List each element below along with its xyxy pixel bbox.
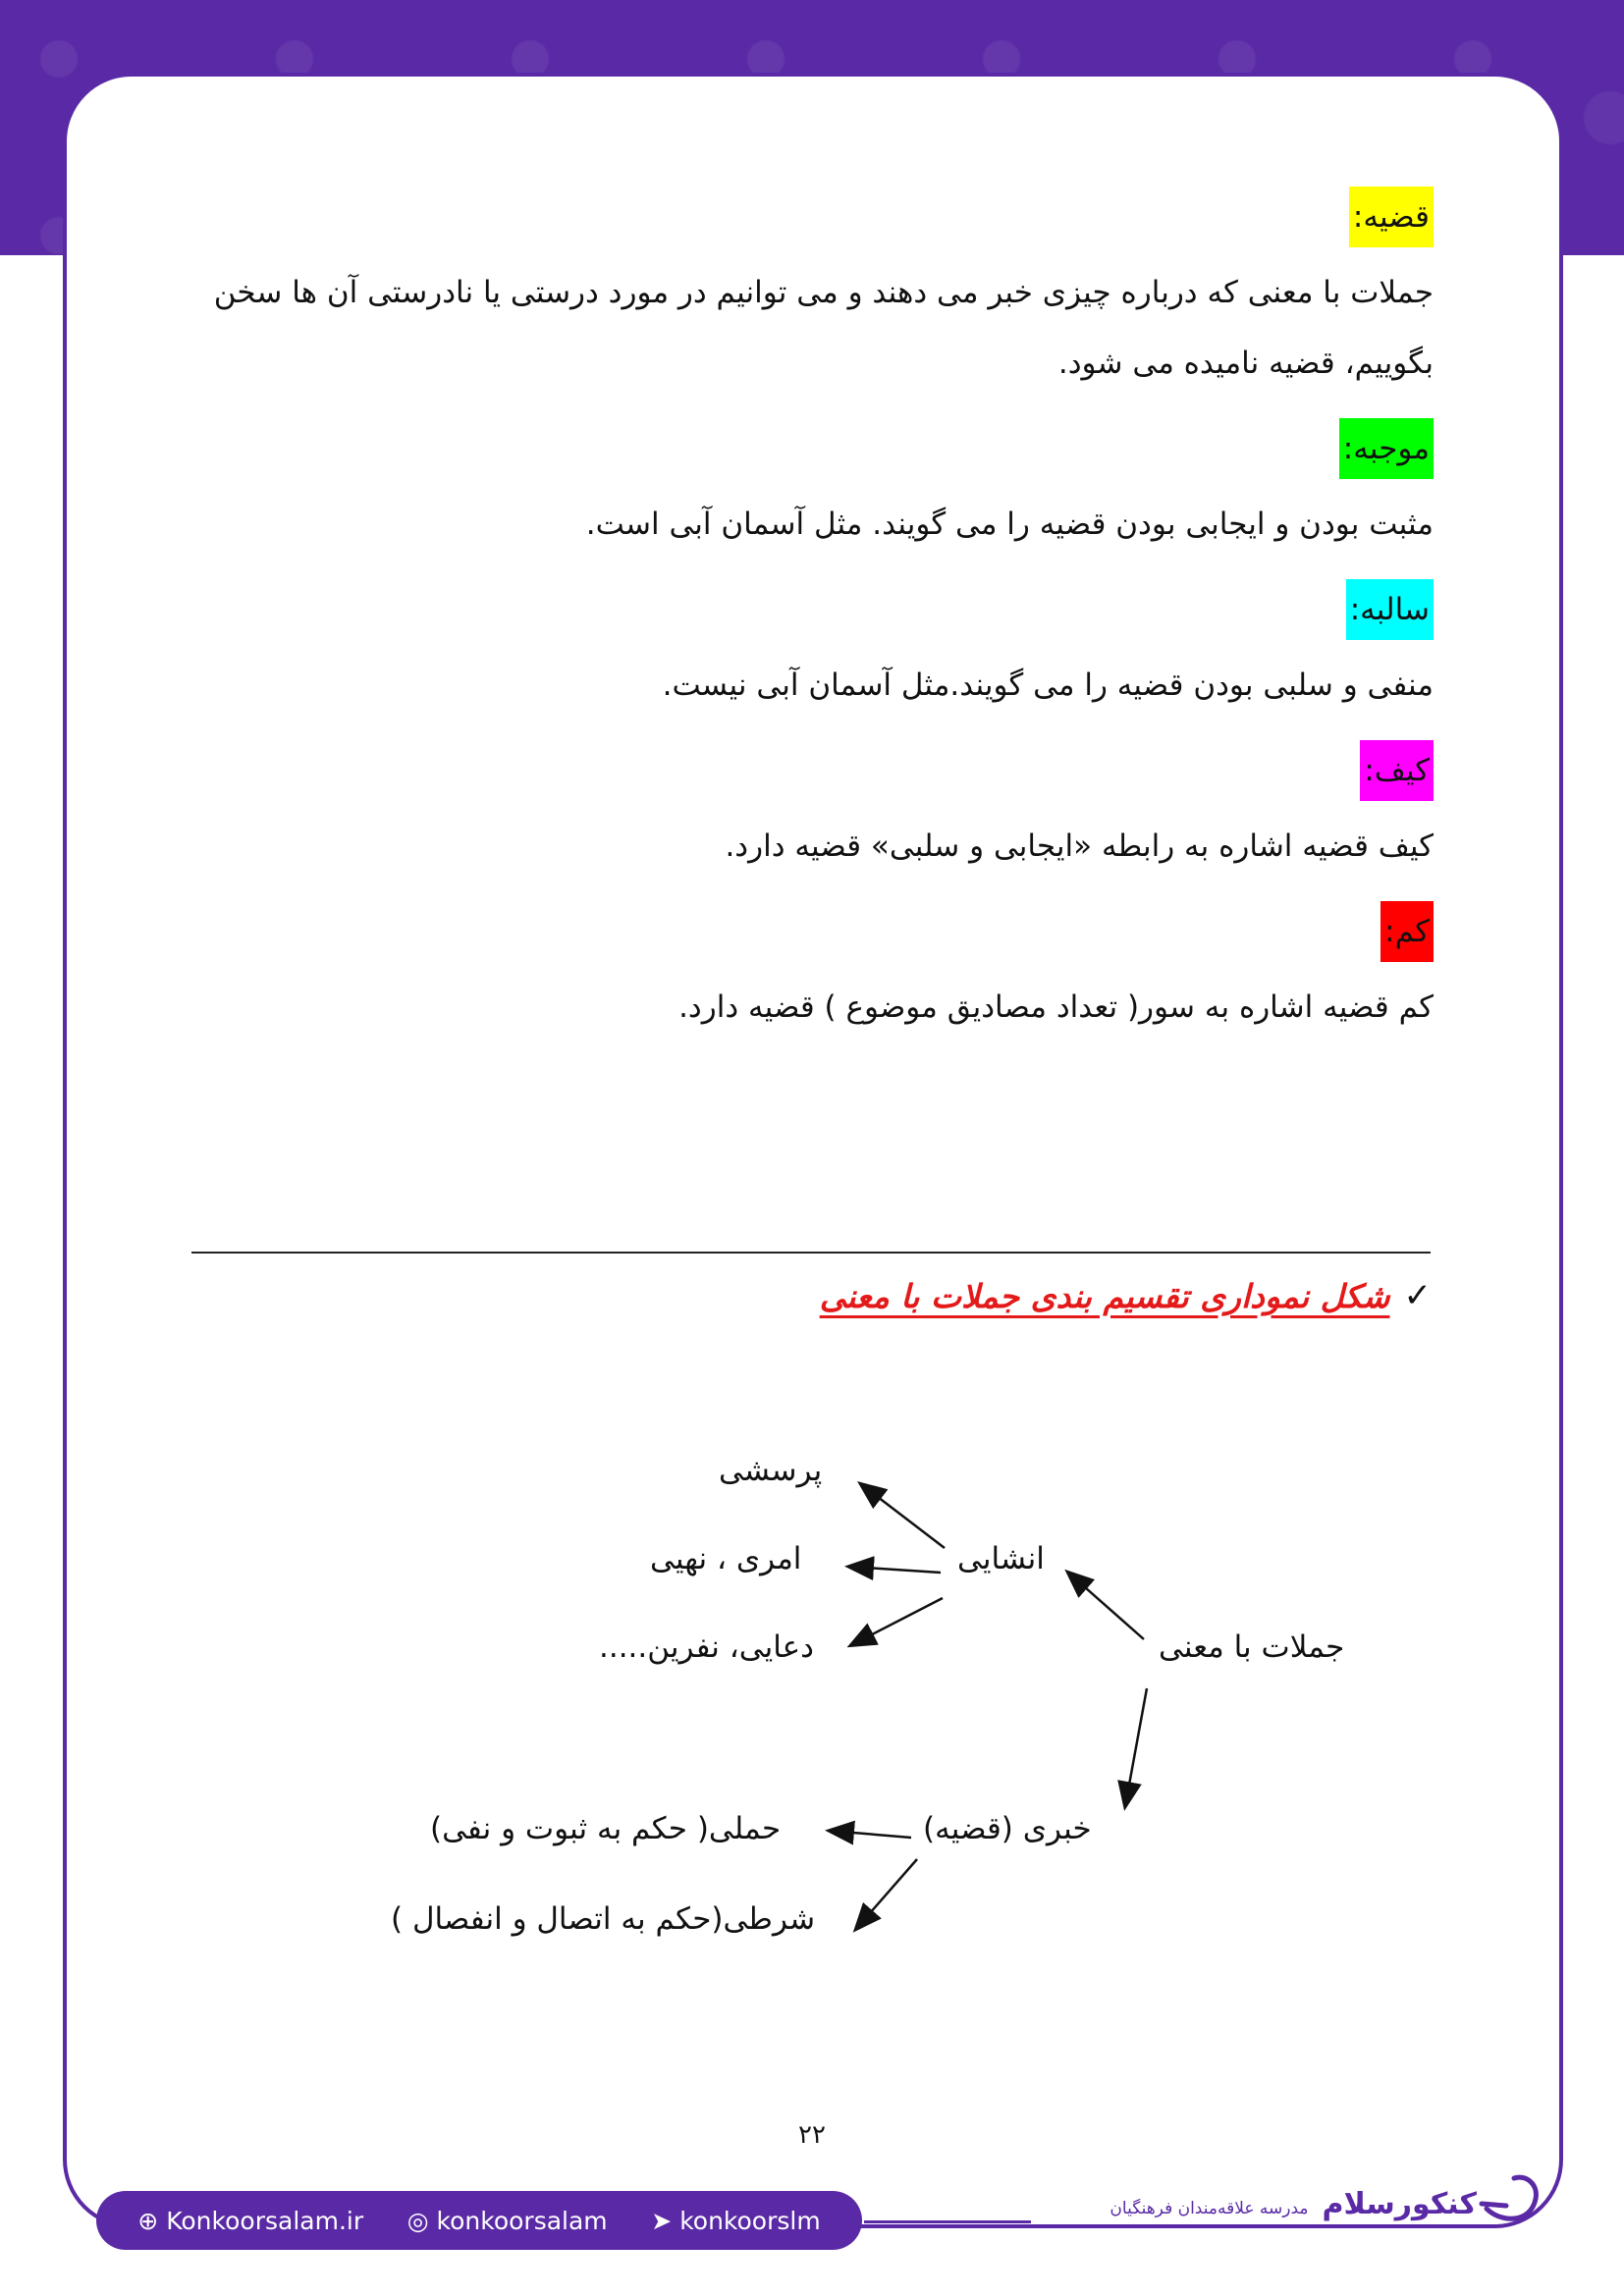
footer-website[interactable]: ⊕ Konkoorsalam.ir: [137, 2206, 364, 2235]
brand-logo-icon: [1477, 2164, 1545, 2233]
arrow-insha-to-porseshi: [861, 1484, 945, 1548]
heading-keyf: کیف:: [1360, 740, 1434, 801]
brand-name: کنکورسلام: [1322, 2187, 1477, 2221]
brand-subtitle: مدرسه علاقه‌مندان فرهنگیان: [1110, 2199, 1309, 2218]
globe-icon: ⊕: [137, 2206, 159, 2235]
diagram-title-text: شکل نموداری تقسیم بندی جملات با معنی: [819, 1276, 1390, 1315]
text-keyf: کیف قضیه اشاره به رابطه «ایجابی و سلبی» قضیه دارد.: [725, 828, 1434, 864]
instagram-icon: ◎: [406, 2206, 429, 2235]
arrow-insha-to-amri: [849, 1567, 941, 1573]
arrow-root-to-insha: [1068, 1573, 1144, 1639]
node-amri: امری ، نهیی: [650, 1541, 802, 1576]
node-doaei: دعایی، نفرین.....: [599, 1629, 814, 1665]
heading-salebeh: سالبه:: [1346, 579, 1434, 640]
telegram-icon: ➤: [651, 2206, 673, 2235]
arrow-insha-to-doaei: [851, 1598, 943, 1645]
text-qazieh: جملات با معنی که درباره چیزی خبر می دهند و می توانیم در مورد درستی یا نادرستی آن ها سخن بگوییم، قضیه نامیده می شود.: [213, 275, 1434, 381]
footer-instagram[interactable]: ◎ konkoorsalam: [406, 2206, 608, 2235]
checkmark-icon: ✓: [1403, 1276, 1432, 1315]
page-number: ۲۲: [798, 2120, 826, 2150]
heading-mojabeh: موجبه:: [1339, 418, 1434, 479]
footer-telegram[interactable]: ➤ konkoorslm: [651, 2206, 821, 2235]
footer-divider: [864, 2220, 1031, 2223]
text-mojabeh: مثبت بودن و ایجابی بودن قضیه را می گویند. مثل آسمان آبی است.: [585, 507, 1434, 542]
node-khabari: خبری (قضیه): [923, 1811, 1092, 1846]
heading-qazieh: قضیه:: [1349, 187, 1434, 247]
text-kam: کم قضیه اشاره به سور( تعداد مصادیق موضوع ) قضیه دارد.: [678, 989, 1434, 1025]
footer-social-bar: [96, 2191, 862, 2250]
node-root: جملات با معنی: [1159, 1629, 1345, 1665]
node-hamli: حملی( حکم به ثبوت و نفی): [430, 1811, 782, 1846]
arrow-root-to-khabari: [1125, 1688, 1147, 1806]
node-insha: انشایی: [957, 1541, 1045, 1576]
arrow-khabari-to-sharti: [856, 1859, 917, 1929]
text-salebeh: منفی و سلبی بودن قضیه را می گویند.مثل آسمان آبی نیست.: [662, 667, 1434, 703]
node-porseshi: پرسشی: [719, 1453, 823, 1488]
heading-kam: کم:: [1380, 901, 1434, 962]
footer-brand: [1110, 2187, 1477, 2221]
arrow-khabari-to-hamli: [830, 1831, 911, 1838]
node-sharti: شرطی(حکم به اتصال و انفصال ): [391, 1901, 816, 1937]
